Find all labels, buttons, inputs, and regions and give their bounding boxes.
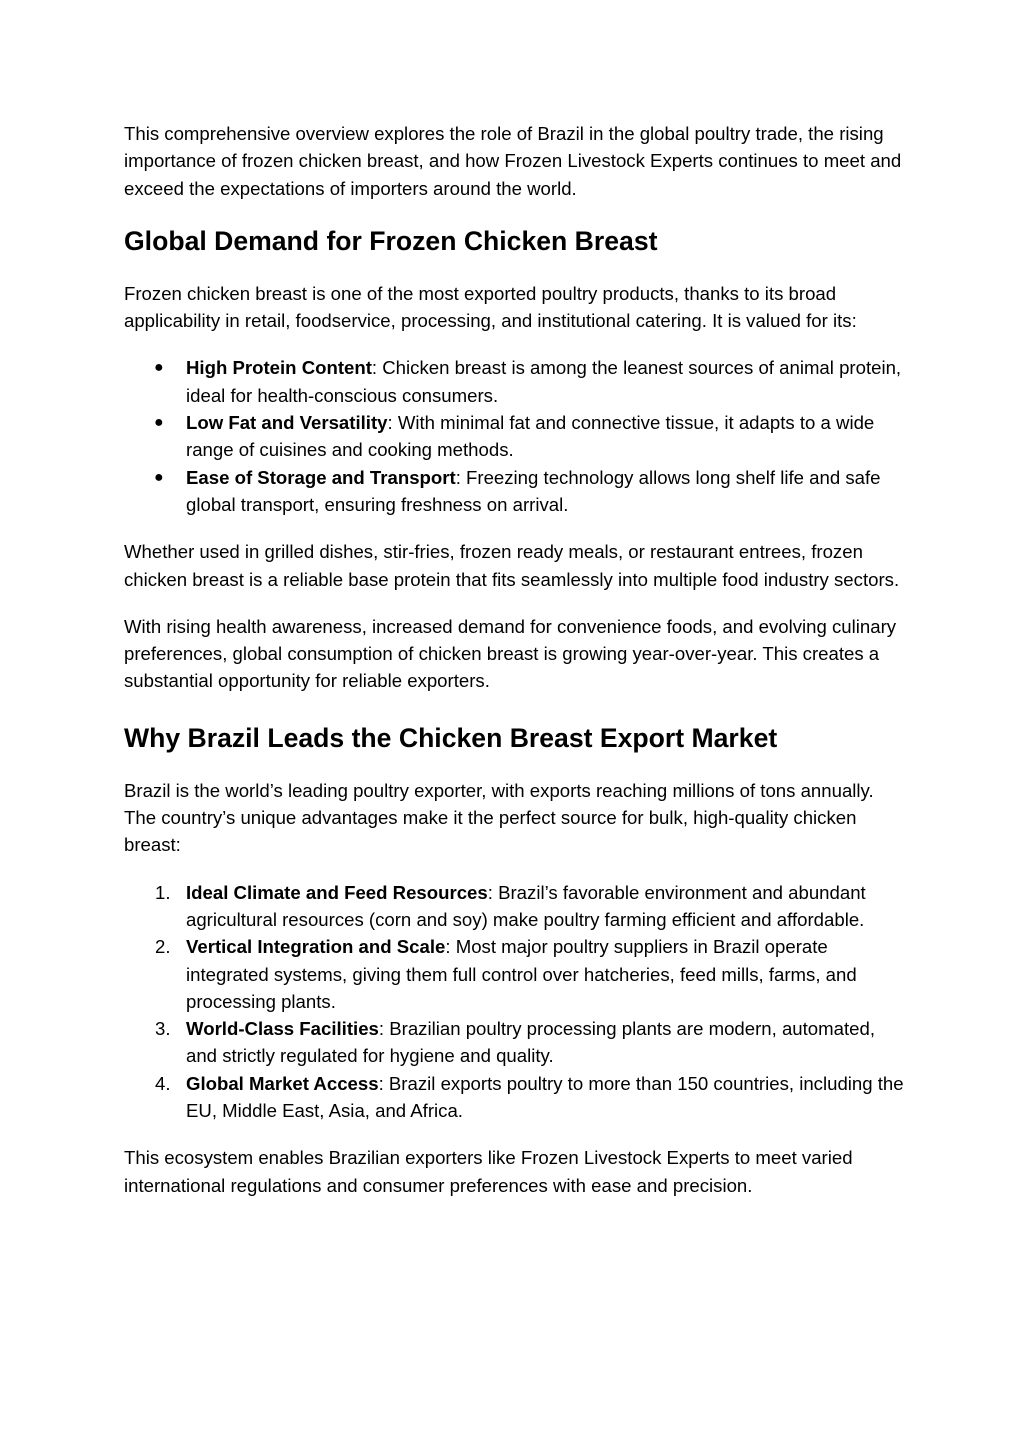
bullet-marker: ● (154, 468, 164, 486)
list-item-text: : Brazil exports poultry to more than 150 countries, including the EU, Middle East, Asia, and Africa. (186, 1072, 904, 1122)
document-page (124, 120, 904, 1199)
list-item (124, 1015, 904, 1070)
list-item-term: World-Class Facilities (186, 1018, 379, 1040)
number-marker: 2. (155, 936, 171, 958)
heading-why-brazil: Why Brazil Leads the Chicken Breast Export Market (124, 722, 778, 753)
list-item (124, 464, 904, 519)
global-demand-lead-paragraph: Frozen chicken breast is one of the most exported poultry products, thanks to its broad applicability in retail, foodservice, processing, and institutional catering. It is valued for its: (124, 282, 857, 332)
number-marker: 3. (155, 1018, 171, 1040)
list-item-text: : Most major poultry suppliers in Brazil operate integrated systems, giving them full control over hatcheries, feed mills, farms, and processing plants. (186, 936, 857, 1012)
usage-paragraph: Whether used in grilled dishes, stir-fries, frozen ready meals, or restaurant entrees, frozen chicken breast is a reliable base protein that fits seamlessly into multiple food industry sectors. (124, 541, 900, 590)
closing-paragraph: This ecosystem enables Brazilian exporters like Frozen Livestock Experts to meet varied international regulations and consumer preferences with ease and precision. (124, 1147, 853, 1196)
benefits-bullet-list (124, 354, 904, 518)
consumption-trend-paragraph: With rising health awareness, increased demand for convenience foods, and evolving culinary preferences, global consumption of chicken breast is growing year-over-year. This creates a substantial opportunity for reliable exporters. (124, 615, 897, 692)
number-marker: 1. (155, 881, 171, 903)
list-item-term: Global Market Access (186, 1072, 379, 1094)
advantages-numbered-list (124, 879, 904, 1125)
heading-global-demand: Global Demand for Frozen Chicken Breast (124, 225, 658, 256)
intro-paragraph: This comprehensive overview explores the role of Brazil in the global poultry trade, the rising importance of frozen chicken breast, and how Frozen Livestock Experts continues to meet and exceed the expectations of importers around the world. (124, 123, 902, 199)
list-item (124, 933, 904, 1015)
list-item-text: : Brazilian poultry processing plants are modern, automated, and strictly regulated for hygiene and quality. (186, 1018, 875, 1067)
bullet-marker: ● (154, 359, 164, 377)
list-item (124, 879, 904, 934)
list-item (124, 354, 904, 409)
list-item-text: : With minimal fat and connective tissue, it adapts to a wide range of cuisines and cooking methods. (186, 412, 875, 461)
list-item (124, 1070, 904, 1125)
list-item-text: : Freezing technology allows long shelf life and safe global transport, ensuring freshness on arrival. (186, 466, 881, 515)
list-item-term: Vertical Integration and Scale (186, 936, 446, 958)
list-item-term: Low Fat and Versatility (186, 412, 388, 434)
bullet-marker: ● (154, 414, 164, 432)
brazil-lead-paragraph: Brazil is the world’s leading poultry exporter, with exports reaching millions of tons annually. The country’s unique advantages make it the perfect source for bulk, high-quality chicken breast: (124, 779, 874, 856)
list-item (124, 409, 904, 464)
list-item-text: : Chicken breast is among the leanest sources of animal protein, ideal for health-conscious consumers. (186, 357, 902, 406)
list-item-term: High Protein Content (186, 357, 372, 379)
number-marker: 4. (155, 1072, 171, 1094)
list-item-term: Ideal Climate and Feed Resources (186, 881, 488, 903)
list-item-text: : Brazil’s favorable environment and abundant agricultural resources (corn and soy) make poultry farming efficient and affordable. (186, 881, 866, 930)
list-item-term: Ease of Storage and Transport (186, 466, 456, 488)
